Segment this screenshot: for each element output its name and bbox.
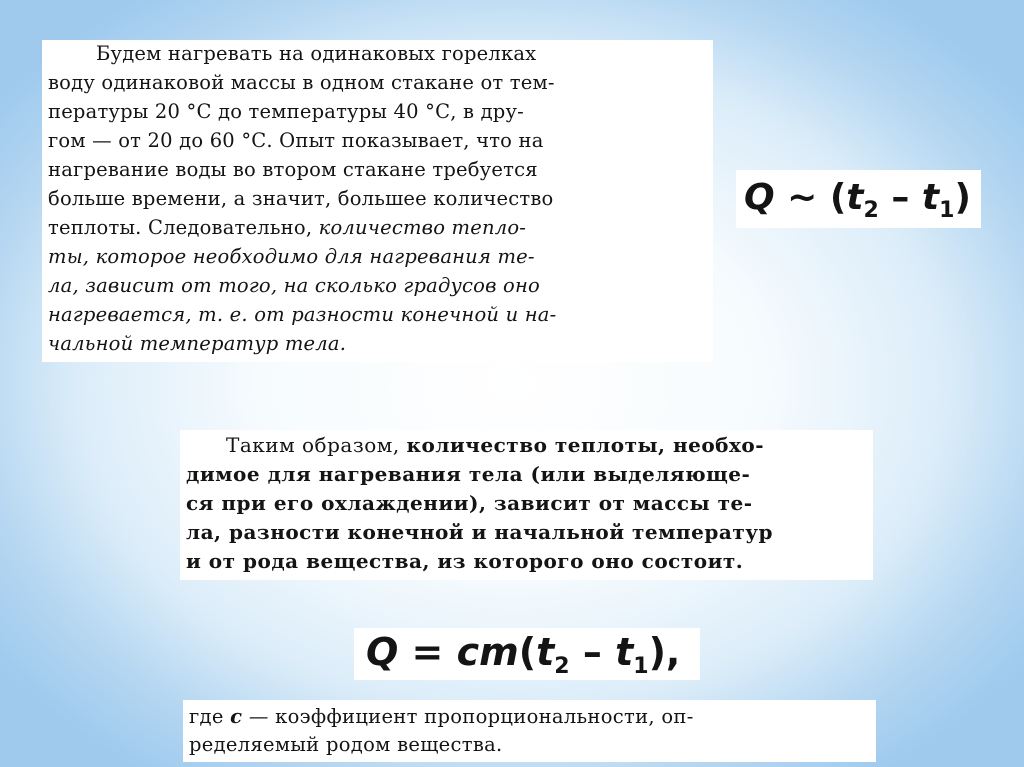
formula-subscript: 2 — [863, 198, 879, 223]
formula-minus: – — [569, 630, 616, 674]
formula-text — [744, 172, 971, 224]
paragraph-line — [189, 732, 503, 758]
formula-subscript: 1 — [633, 654, 649, 679]
formula-t: t — [921, 177, 940, 218]
line-text-italic: ты, которое необходимо для нагревания те- — [48, 245, 535, 268]
formula-t: t — [536, 630, 555, 674]
line-text-bold: ся при его охлаждении), зависит от массы те- — [186, 491, 753, 515]
formula-subscript: 2 — [554, 654, 570, 679]
text-card-conclusion — [180, 430, 873, 580]
line-text-italic: количество тепло- — [318, 216, 527, 239]
paragraph-line — [186, 548, 743, 575]
variable-c: c — [230, 705, 243, 728]
paragraph-line — [48, 187, 553, 211]
paragraph-line — [48, 216, 526, 240]
line-text: — коэффициент пропорциональности, оп- — [242, 705, 694, 728]
line-text-bold: количество теплоты, необхо- — [406, 433, 765, 457]
formula-t: t — [846, 177, 864, 218]
line-text: где — [189, 705, 231, 728]
paragraph-line — [48, 274, 540, 298]
text-card-experiment — [42, 40, 713, 362]
line-text: воду одинаковой массы в одном стакане от тем- — [48, 71, 555, 94]
line-text: гом — от 20 до 60 °С. Опыт показывает, что на — [48, 129, 544, 152]
paragraph-line — [48, 245, 535, 269]
formula-q: Q — [744, 177, 775, 218]
paragraph-line — [189, 704, 694, 730]
formula-q: Q — [366, 630, 399, 674]
formula-t: t — [615, 630, 634, 674]
paragraph-line — [48, 71, 555, 95]
paragraph-line — [226, 432, 764, 459]
line-text: больше времени, а значит, большее количество — [48, 187, 554, 210]
line-text-italic: ла, зависит от того, на сколько градусов оно — [48, 274, 540, 297]
line-text: теплоты. Следовательно, — [48, 216, 319, 239]
formula-proportional — [736, 170, 981, 228]
line-text-italic: нагревается, т. е. от разности конечной и на- — [48, 303, 557, 326]
paragraph-line — [48, 100, 524, 124]
formula-op: ~ ( — [774, 177, 847, 218]
line-text-italic: чальной температур тела. — [48, 332, 347, 355]
formula-text — [366, 628, 680, 678]
line-text: ределяемый родом вещества. — [189, 733, 503, 756]
formula-subscript: 1 — [939, 198, 955, 223]
paragraph-line — [48, 129, 544, 153]
paragraph-line — [48, 303, 556, 327]
line-text-bold: димое для нагревания тела (или выделяюще- — [186, 462, 751, 486]
formula-heat — [354, 628, 700, 680]
paragraph-line — [186, 519, 773, 546]
line-text: пературы 20 °С до температуры 40 °С, в дру- — [48, 100, 524, 123]
text-card-definition — [183, 700, 876, 762]
paragraph-line — [186, 490, 753, 517]
line-text-bold: ла, разности конечной и начальной температур — [186, 520, 774, 544]
formula-paren: ) — [954, 177, 971, 218]
formula-cm: cm — [456, 630, 519, 674]
line-text: Таким образом, — [226, 433, 407, 457]
formula-minus: – — [878, 177, 922, 218]
paragraph-line — [48, 332, 346, 356]
formula-paren: ( — [518, 630, 537, 674]
paragraph-line — [96, 42, 536, 66]
line-text: нагревание воды во втором стакане требуется — [48, 158, 538, 181]
formula-equals: = — [398, 630, 457, 674]
paragraph-line — [48, 158, 538, 182]
line-text: Будем нагревать на одинаковых горелках — [96, 42, 537, 65]
formula-paren: ), — [648, 630, 681, 674]
line-text-bold: и от рода вещества, из которого оно состоит. — [186, 549, 744, 573]
paragraph-line — [186, 461, 750, 488]
